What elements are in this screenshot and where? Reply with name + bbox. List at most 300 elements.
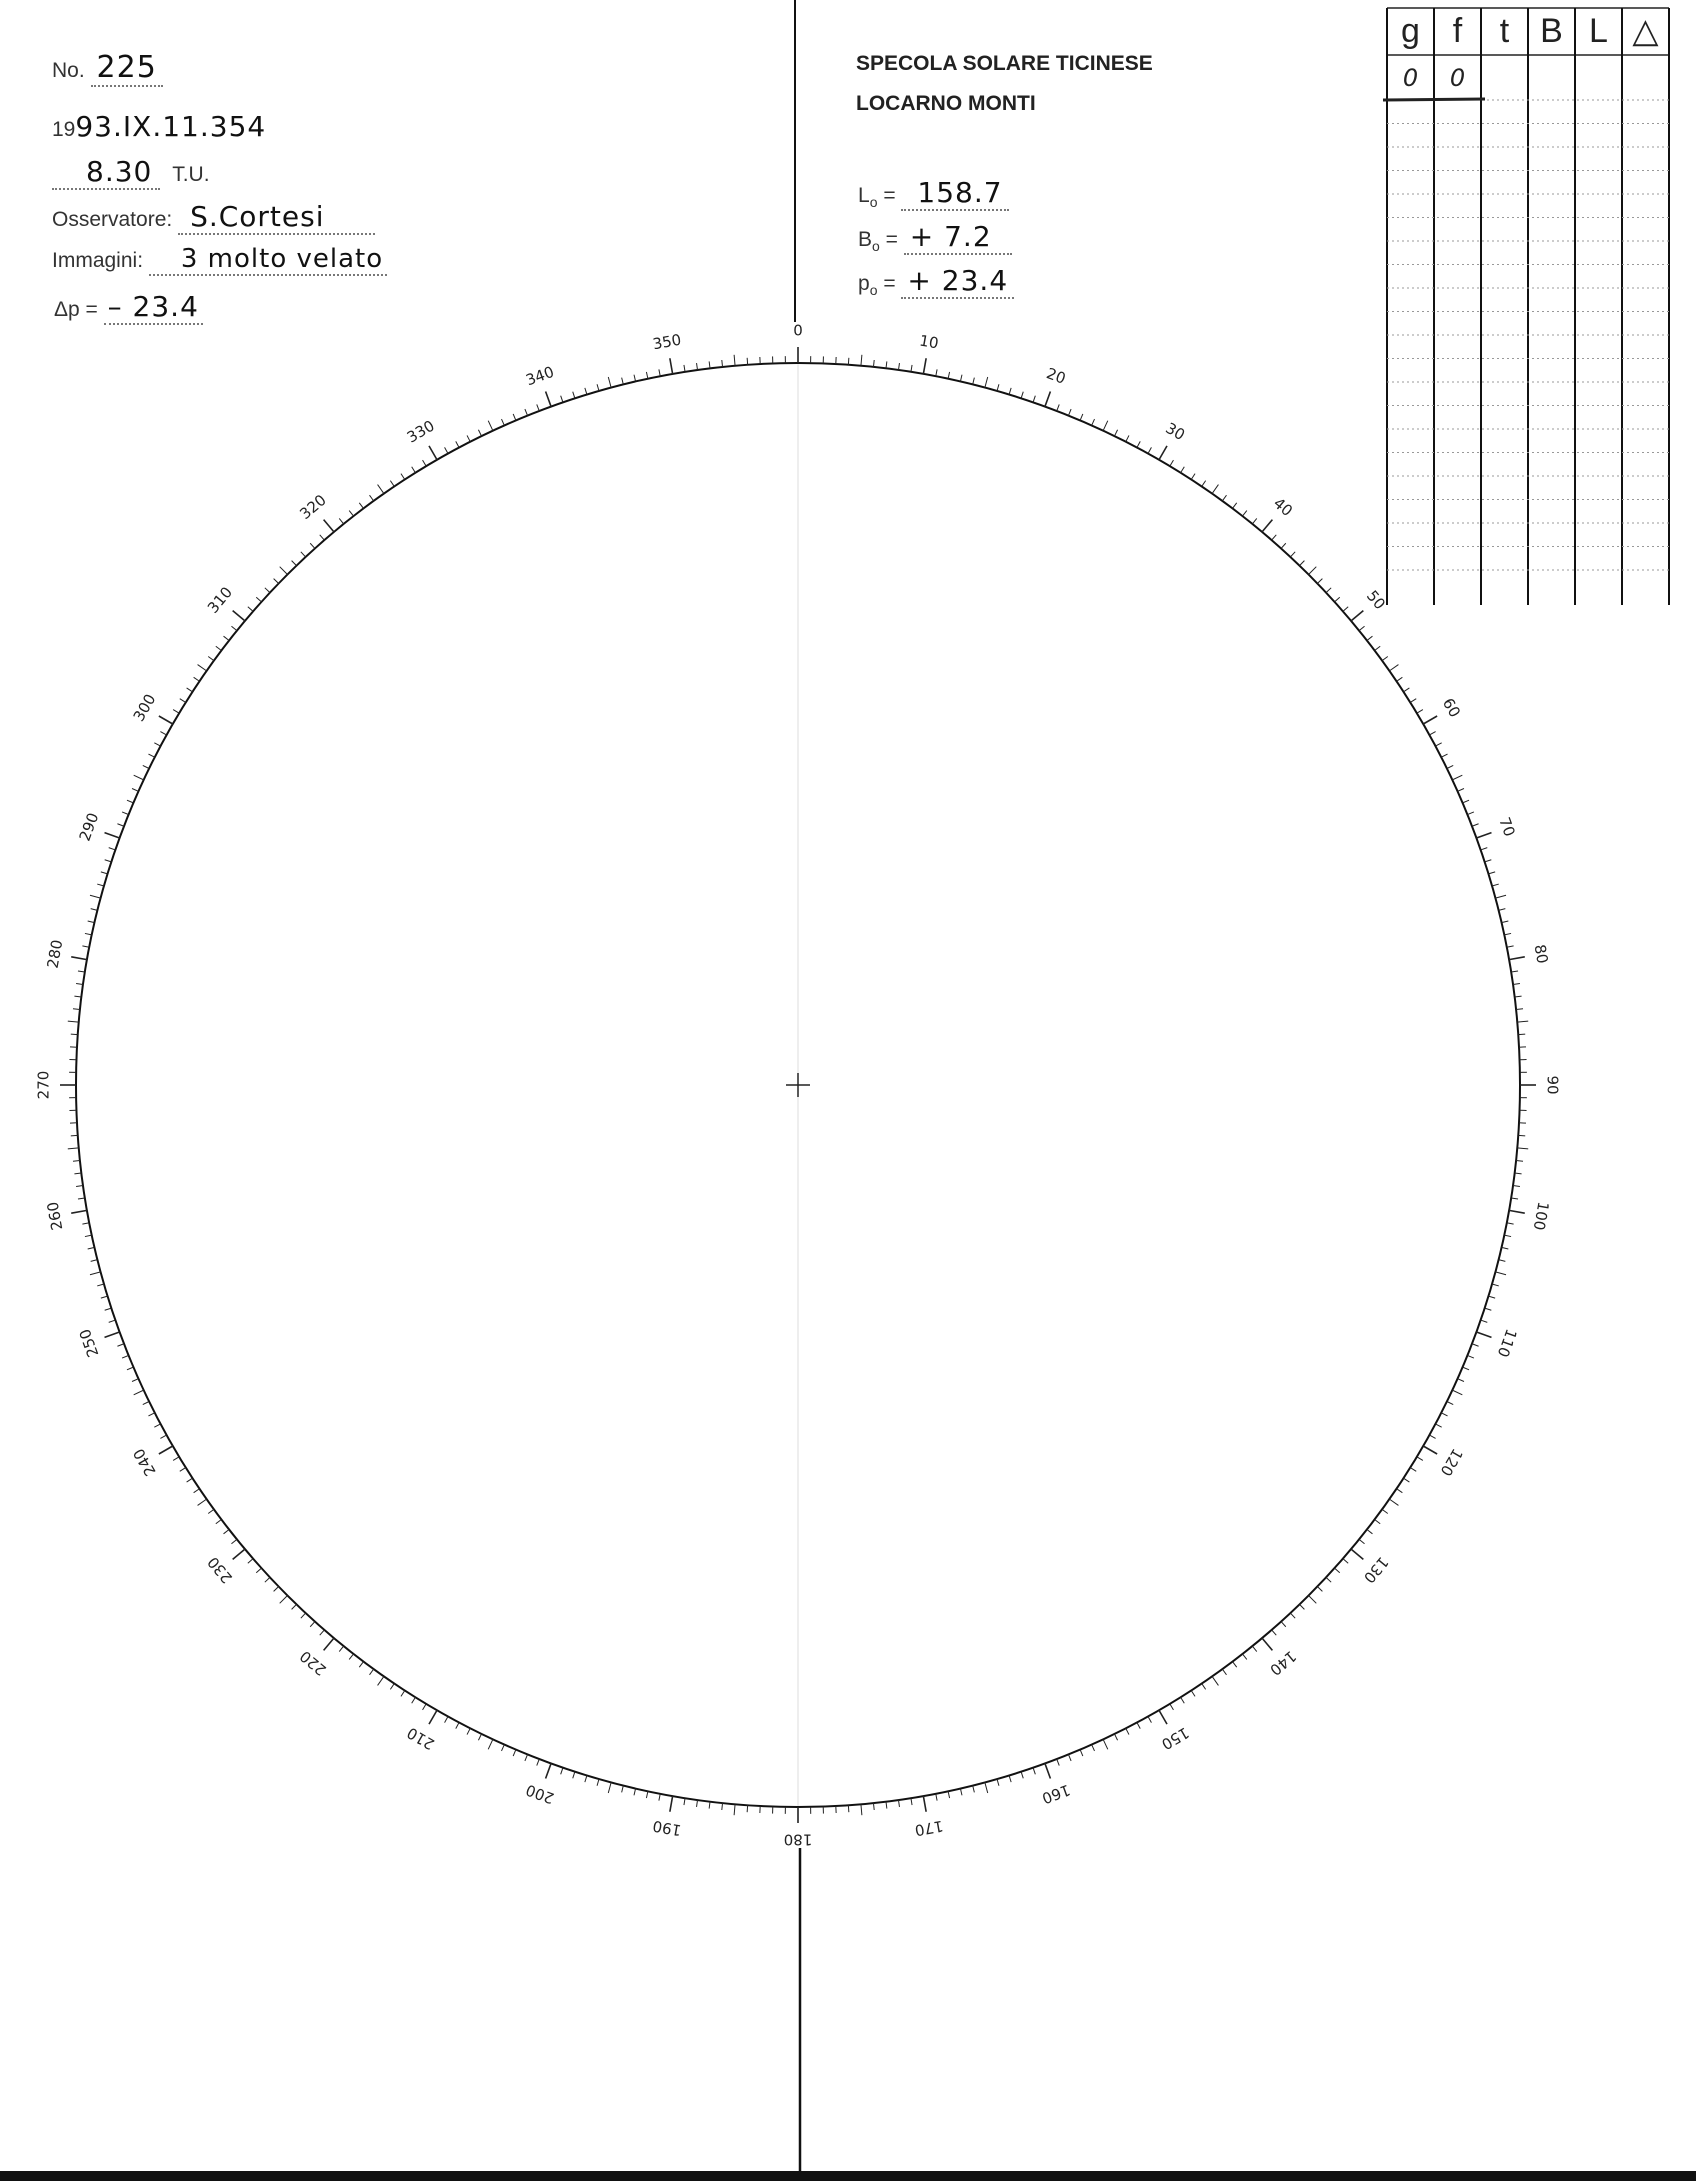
degree-tick [85,1235,92,1236]
degree-tick [734,1804,735,1815]
degree-tick [911,365,912,372]
degree-tick [659,1794,660,1801]
degree-tick [1080,414,1083,420]
degree-tick [1511,971,1518,972]
table-header-2: t [1499,12,1510,50]
degree-tick [1382,657,1388,661]
degree-tick [117,824,124,827]
degree-tick [1382,1509,1388,1513]
degree-tick [1404,1478,1410,1482]
degree-tick [1452,775,1462,780]
degree-tick [412,467,416,473]
degree-tick [1404,688,1410,692]
degree-tick [429,1710,437,1724]
degree-tick [546,392,551,407]
degree-tick [1272,1630,1277,1635]
degree-tick [173,1457,179,1461]
degree-tick [1467,812,1473,815]
table-row-cell: 0 [1449,64,1466,92]
degree-tick [585,1775,587,1782]
degree-tick [1488,1296,1495,1298]
degree-tick [1252,1646,1256,1651]
L0-line: $L_o = 158.7$ [858,176,1009,211]
degree-tick [537,1759,540,1766]
degree-tick [78,971,85,972]
degree-tick [73,1009,80,1010]
degree-tick [292,1604,297,1609]
degree-tick [1463,1367,1469,1370]
degree-tick [233,611,245,621]
degree-tick [310,1622,315,1627]
degree-tick [573,1772,575,1779]
degree-tick [1441,754,1447,757]
degree-tick [423,460,427,466]
degree-tick [180,699,186,703]
degree-tick [390,1684,394,1690]
degree-tick [1507,1223,1514,1224]
degree-tick [132,788,138,791]
degree-tick [256,1568,261,1573]
degree-tick [1137,441,1140,447]
degree-tick [1191,474,1195,480]
degree-label: 350 [651,330,683,354]
degree-tick [88,921,95,923]
degree-tick [370,495,374,501]
degree-tick [1212,485,1218,494]
degree-tick [936,1794,937,1801]
degree-tick [1335,597,1340,602]
degree-tick [224,1530,230,1534]
degree-tick [659,369,660,376]
degree-tick [82,1223,89,1224]
degree-tick [1009,388,1011,395]
degree-tick [1092,1745,1095,1751]
institution-location: LOCARNO MONTI [856,92,1036,115]
degree-tick [525,409,528,415]
degree-tick [173,710,179,714]
degree-tick [1472,1344,1479,1347]
degree-tick [154,1424,160,1427]
degree-tick [478,1734,481,1740]
degree-label: 340 [523,362,557,390]
degree-tick [1509,957,1525,960]
degree-tick [709,1802,710,1809]
degree-tick [1504,933,1511,934]
degree-tick [224,636,230,640]
degree-label: 100 [1529,1200,1553,1232]
degree-tick [670,1796,673,1812]
degree-tick [292,561,297,566]
degree-tick [231,1539,236,1543]
p0-line: $p_o$ = + 23.4 [858,264,1014,299]
degree-tick [401,1691,405,1697]
degree-tick [180,1468,186,1472]
degree-tick [911,1798,912,1805]
degree-tick [1397,1489,1403,1493]
degree-tick [1488,872,1495,874]
degree-tick [216,1520,222,1524]
degree-tick [412,1697,416,1703]
degree-tick [1115,1734,1118,1740]
degree-tick [320,1630,325,1635]
degree-tick [697,363,698,370]
degree-label: 330 [403,416,438,447]
degree-tick [216,646,222,650]
table-header-5: △ [1632,12,1659,50]
degree-tick [456,441,459,447]
degree-tick [320,535,325,540]
degree-tick [513,1750,516,1756]
degree-tick [1517,1148,1528,1149]
degree-tick [1504,1235,1511,1236]
degree-tick [401,474,405,480]
degree-tick [1222,495,1226,501]
degree-tick [127,1367,133,1370]
degree-tick [359,1662,363,1668]
degree-label: 150 [1158,1723,1193,1754]
bottom-border [0,2171,1696,2181]
degree-tick [423,1704,427,1710]
degree-tick [1429,732,1435,735]
degree-tick [265,588,270,593]
degree-label: 90 [1543,1075,1562,1095]
degree-tick [148,1413,154,1416]
degree-label: 180 [783,1830,813,1849]
degree-label: 50 [1362,586,1390,614]
degree-tick [1452,1390,1462,1395]
degree-tick [280,567,288,575]
observer-value: S.Cortesi [178,200,374,235]
delta-p-value: – 23.4 [104,290,203,325]
degree-tick [1509,1210,1525,1213]
degree-tick [561,396,563,403]
degree-tick [274,1587,279,1592]
degree-tick [1033,396,1035,403]
degree-tick [488,1739,493,1749]
degree-tick [1181,467,1185,473]
degree-tick [159,1446,173,1454]
first-row-underline [1383,99,1485,100]
degree-tick [973,1786,975,1793]
degree-label: 0 [793,321,803,340]
L0-value: 158.7 [901,176,1008,211]
degree-tick [1057,404,1060,411]
degree-tick [501,419,504,425]
date-prefix: 19 [52,118,76,141]
degree-label: 220 [296,1646,330,1680]
degree-tick [873,360,874,367]
degree-tick [1472,824,1479,827]
degree-tick [1447,1402,1453,1405]
degree-tick [734,355,735,366]
time-value: 8.30 [52,155,160,190]
degree-tick [71,1210,87,1213]
degree-tick [456,1722,459,1728]
degree-tick [1435,743,1441,746]
degree-tick [301,552,306,557]
degree-tick [1502,1247,1509,1249]
degree-label: 210 [403,1723,438,1754]
degree-tick [1103,1739,1108,1749]
degree-label: 310 [203,583,237,617]
degree-tick [1389,1499,1398,1505]
degree-tick [1243,1654,1247,1660]
degree-tick [886,361,887,368]
degree-tick [97,884,104,886]
degree-tick [1516,1009,1523,1010]
degree-tick [122,1355,128,1358]
degree-tick [105,833,120,838]
degree-label: 110 [1493,1326,1521,1360]
degree-tick [134,1390,144,1395]
degree-tick [488,421,493,431]
degree-tick [1513,984,1520,985]
degree-tick [68,1021,79,1022]
degree-tick [1492,1284,1499,1286]
degree-tick [467,435,470,441]
number-value: 225 [91,50,163,87]
degree-tick [997,1779,999,1786]
degree-label: 190 [651,1816,683,1840]
degree-tick [1481,848,1488,850]
degree-tick [1126,435,1129,441]
degree-tick [198,665,207,671]
degree-tick [1033,1768,1035,1775]
degree-tick [349,1654,353,1660]
degree-tick [1458,1379,1464,1382]
degree-label: 60 [1438,694,1464,721]
degree-tick [1170,1704,1174,1710]
degree-tick [1410,699,1416,703]
degree-tick [1181,1697,1185,1703]
degree-tick [324,520,334,532]
degree-tick [301,1613,306,1618]
degree-tick [1159,1710,1167,1724]
table-header-1: f [1452,12,1463,50]
degree-tick [1281,1622,1286,1627]
degree-tick [873,1803,874,1810]
degree-tick [898,363,899,370]
degree-tick [697,1800,698,1807]
degree-tick [1103,421,1108,431]
degree-tick [1359,1539,1364,1543]
degree-tick [1080,1750,1083,1756]
degree-tick [608,1782,611,1793]
degree-tick [1159,446,1167,460]
degree-tick [71,957,87,960]
degree-tick [445,447,448,453]
degree-tick [1272,535,1277,540]
degree-tick [248,1559,253,1564]
degree-tick [1429,1435,1435,1438]
number-label: No. 225 [52,50,163,87]
degree-tick [684,365,685,372]
degree-tick [1148,447,1151,453]
delta-p-label: Δp = [54,298,98,321]
degree-tick [1290,552,1295,557]
degree-label: 300 [129,690,160,725]
degree-tick [1009,1775,1011,1782]
degree-tick [1045,392,1050,407]
degree-tick [985,377,988,388]
degree-tick [1021,392,1023,399]
degree-tick [1397,677,1403,681]
degree-tick [160,1435,166,1438]
degree-tick [1262,520,1272,532]
degree-tick [1126,1728,1129,1734]
degree-tick [445,1716,448,1722]
degree-label: 240 [129,1445,160,1480]
degree-tick [1068,409,1071,415]
degree-label: 140 [1266,1646,1300,1680]
degree-tick [622,1786,624,1793]
observer-label: Osservatore: [52,208,173,231]
degree-tick [1417,710,1423,714]
degree-tick [1300,561,1305,566]
degree-label: 290 [75,810,103,844]
degree-label: 230 [203,1553,237,1587]
degree-tick [646,372,647,379]
degree-tick [1502,921,1509,923]
institution-name: SPECOLA SOLARE TICINESE [856,52,1153,75]
degree-tick [231,626,236,630]
degree-tick [1148,1716,1151,1722]
degree-tick [74,1173,81,1174]
degree-tick [1222,1669,1226,1675]
degree-tick [132,1379,138,1382]
degree-tick [1375,1520,1381,1524]
time-unit: T.U. [172,163,210,186]
degree-tick [1476,1332,1491,1337]
degree-tick [378,485,384,494]
degree-tick [1170,460,1174,466]
degree-tick [1115,430,1118,436]
degree-tick [478,430,481,436]
degree-tick [105,860,112,862]
degree-tick [1021,1772,1023,1779]
degree-tick [265,1577,270,1582]
degree-tick [88,1247,95,1249]
degree-tick [105,1332,120,1337]
degree-tick [82,946,89,947]
degree-tick [646,1791,647,1798]
degree-tick [1045,1763,1050,1778]
degree-label: 130 [1359,1553,1393,1587]
degree-tick [233,1549,245,1559]
B0-line: $B_o$ = + 7.2 [858,220,1012,255]
degree-tick [1326,1577,1331,1582]
degree-tick [1281,543,1286,548]
table-header-0: g [1401,12,1420,50]
degree-tick [90,1272,101,1275]
degree-tick [1511,1198,1518,1199]
degree-tick [1410,1468,1416,1472]
degree-tick [573,392,575,399]
degree-tick [948,372,949,379]
degree-tick [622,378,624,385]
degree-tick [1515,996,1522,997]
degree-tick [923,358,926,374]
degree-tick [310,543,315,548]
degree-tick [1290,1613,1295,1618]
degree-tick [74,996,81,997]
degree-tick [722,360,723,367]
degree-tick [134,775,144,780]
degree-tick [1309,567,1317,575]
degree-tick [1359,626,1364,630]
degree-tick [1351,1549,1363,1559]
degree-tick [1326,588,1331,593]
table-header-3: B [1540,12,1563,50]
degree-tick [1517,1021,1528,1022]
degree-tick [1137,1722,1140,1728]
degree-tick [861,355,862,366]
degree-tick [634,375,636,382]
degree-tick [973,378,975,385]
degree-tick [525,1754,528,1760]
degree-tick [1317,1587,1322,1592]
degree-tick [1317,579,1322,584]
degree-tick [1423,716,1437,724]
degree-label: 250 [75,1326,103,1360]
degree-tick [936,369,937,376]
degree-tick [1507,946,1514,947]
degree-label: 80 [1530,943,1552,965]
degree-label: 10 [918,331,940,353]
degree-tick [960,375,962,382]
degree-tick [997,384,999,391]
degree-tick [85,933,92,934]
degree-tick [208,1509,214,1513]
degree-tick [722,1803,723,1810]
degree-tick [1252,518,1256,523]
degree-tick [546,1763,551,1778]
degree-tick [1499,1260,1506,1262]
degree-tick [1513,1185,1520,1186]
degree-tick [634,1789,636,1796]
degree-tick [339,1646,343,1651]
degree-tick [1343,1559,1348,1564]
degree-tick [370,1669,374,1675]
degree-tick [1423,1446,1437,1454]
images-label: Immagini: [52,249,144,272]
degree-tick [73,1160,80,1161]
degree-tick [101,872,108,874]
degree-tick [1467,1355,1473,1358]
degree-tick [923,1796,926,1812]
degree-tick [208,657,214,661]
degree-tick [1335,1568,1340,1573]
degree-tick [1485,860,1492,862]
degree-tick [359,503,363,509]
degree-tick [187,1478,193,1482]
degree-tick [1481,1320,1488,1322]
degree-tick [898,1800,899,1807]
degree-tick [1463,800,1469,803]
degree-label: 200 [523,1780,557,1808]
degree-tick [1447,765,1453,768]
degree-tick [1499,909,1506,911]
degree-tick [324,1638,334,1650]
degree-tick [194,677,200,681]
degree-tick [948,1791,949,1798]
degree-tick [91,1260,98,1262]
degree-tick [143,1402,149,1405]
degree-tick [78,1198,85,1199]
degree-tick [1233,503,1237,509]
degree-tick [1417,1457,1423,1461]
B0-value: + 7.2 [904,220,1012,255]
